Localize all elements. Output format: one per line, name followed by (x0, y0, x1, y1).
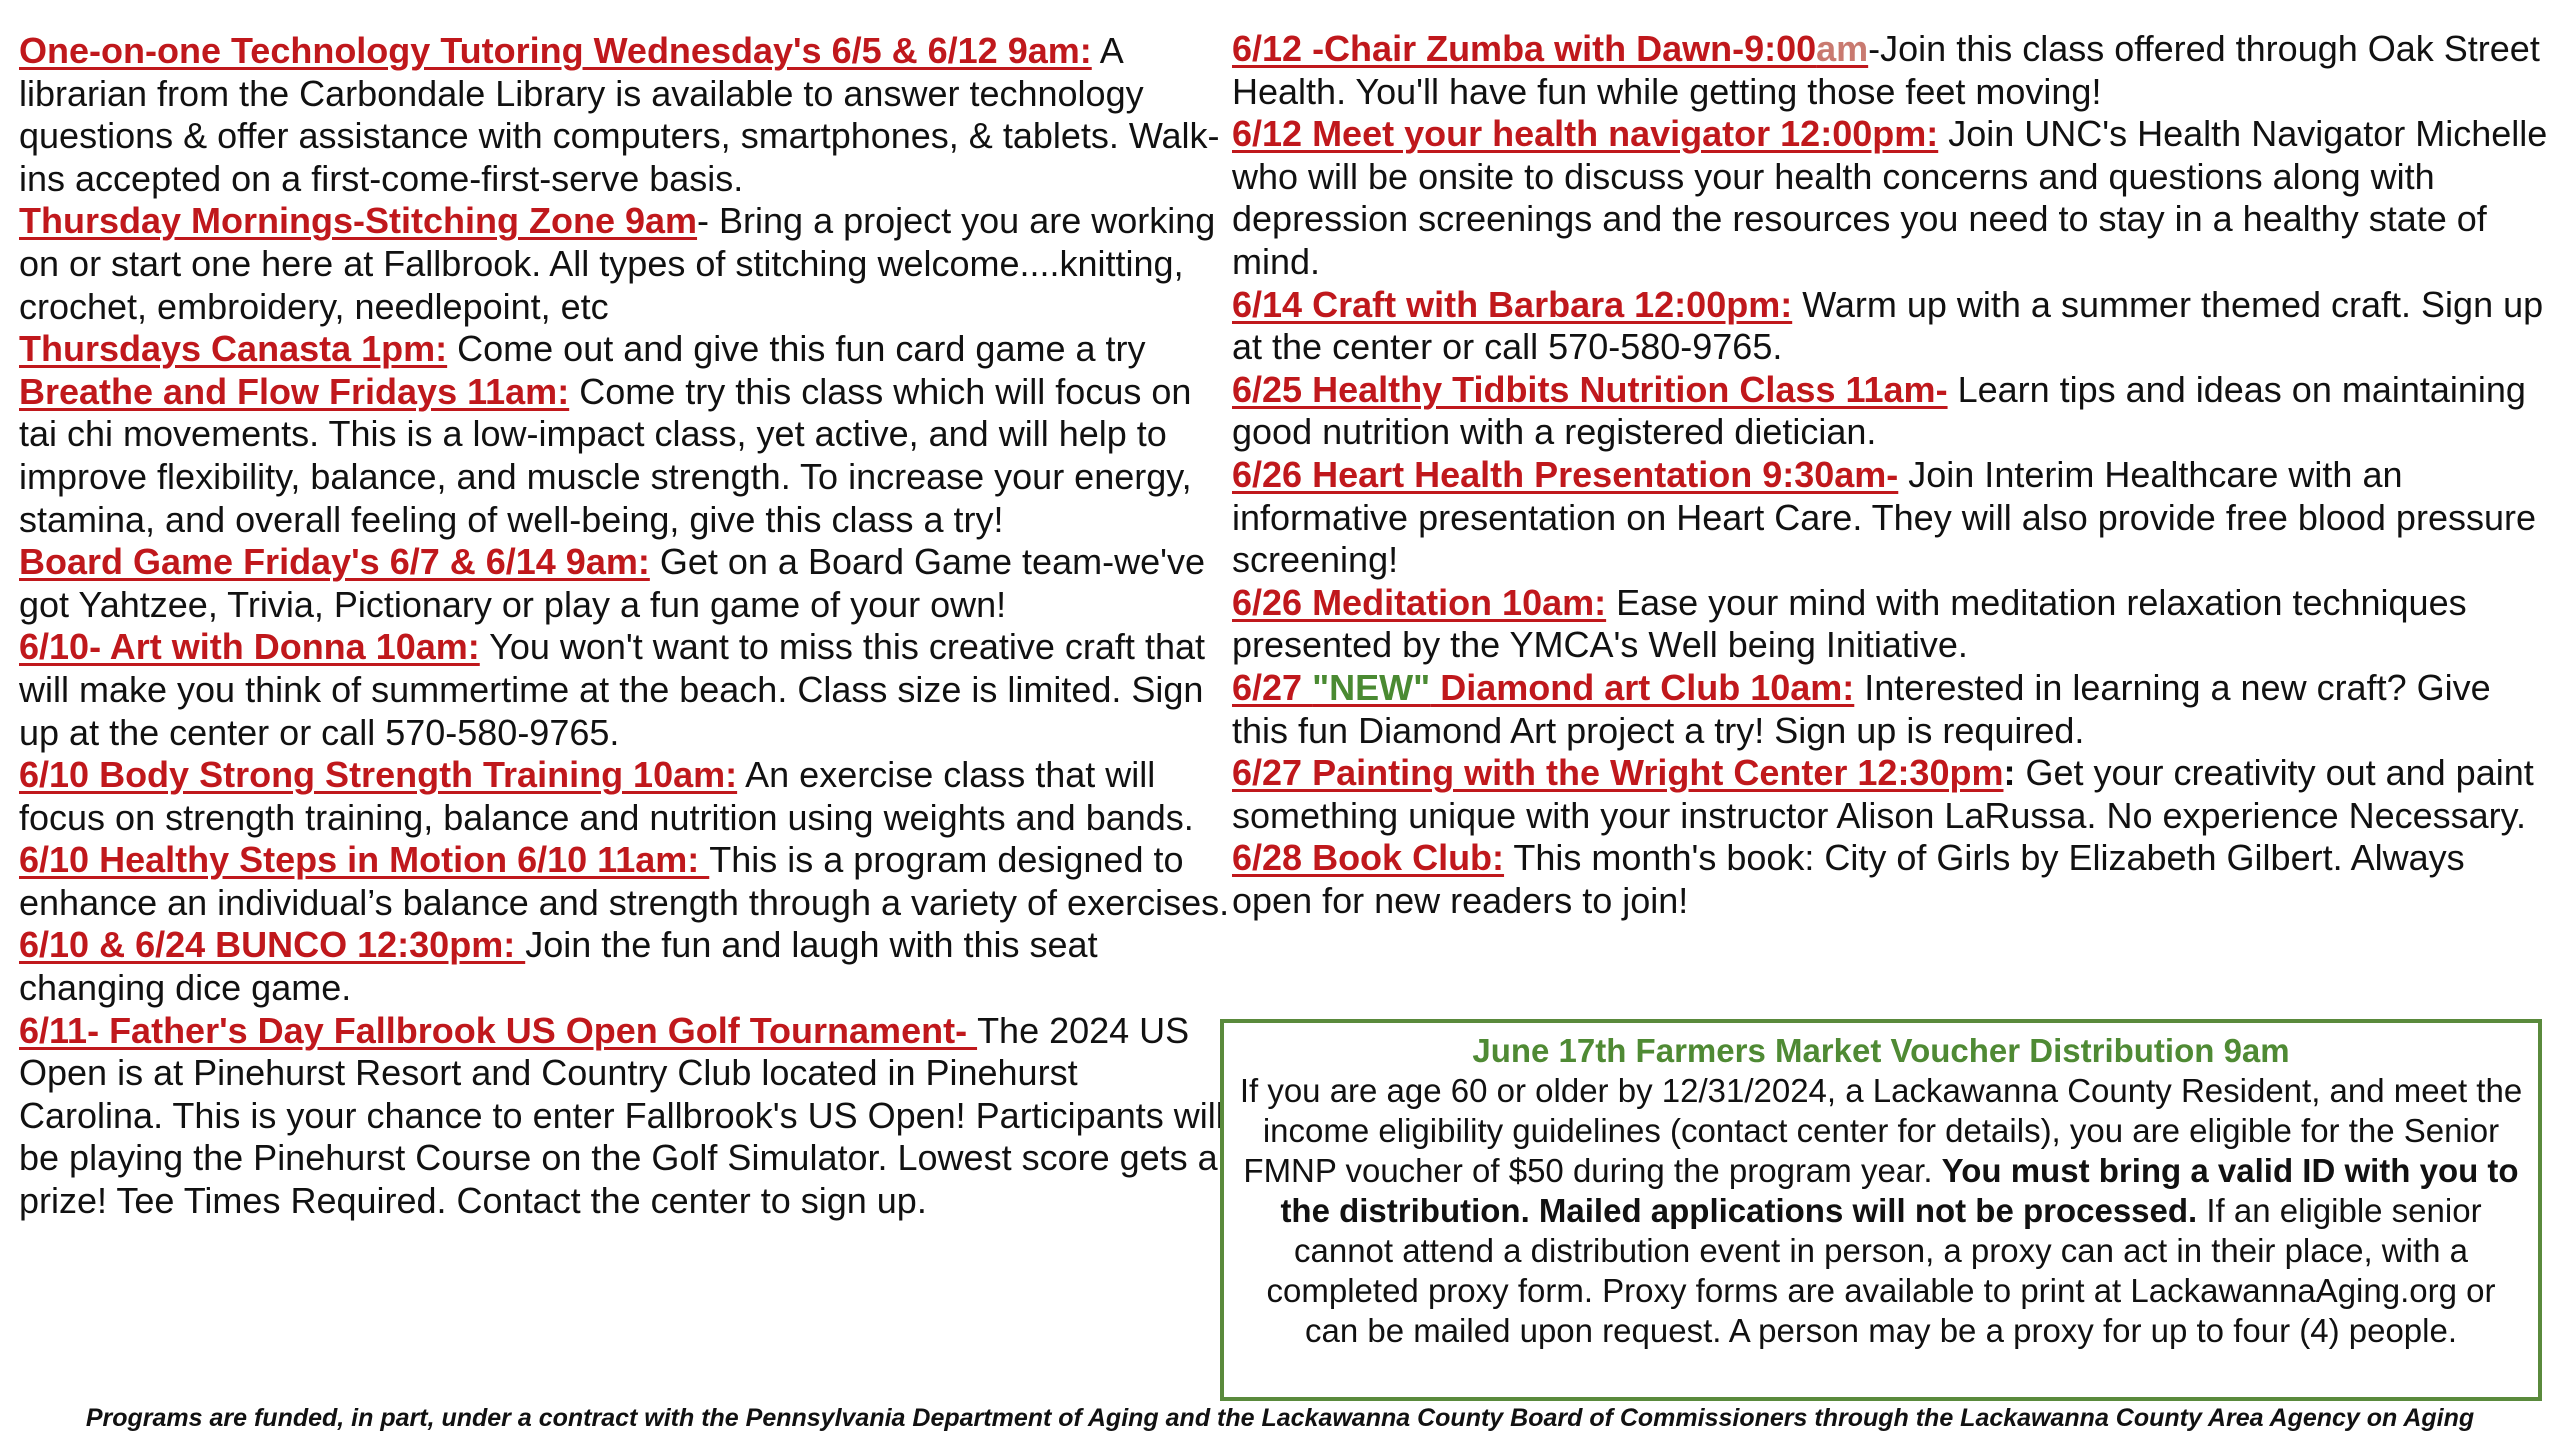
event-description: This is a program designed to enhance an individual’s balance and strength through a variety of exercises. (19, 839, 1230, 923)
event-title: 6/12 Meet your health navigator 12:00pm: (1232, 113, 1939, 155)
event-title-main: 6/12 -Chair Zumba with Dawn-9:00 (1232, 28, 1817, 69)
event-canasta (19, 328, 1231, 371)
event-title: One-on-one Technology Tutoring Wednesday's 6/5 & 6/12 9am: (19, 30, 1092, 71)
event-title-rest: Diamond art Club 10am: (1430, 666, 1855, 708)
event-craft-barbara (1232, 284, 2552, 369)
event-breathe-flow (19, 371, 1231, 541)
event-description: A librarian from the Carbondale Library is available to answer technology questions & offer assistance with computers, smartphones, & tablets. Walk-ins accepted on a first-come-first-serve basis. (19, 30, 1220, 199)
event-title: Thursdays Canasta 1pm: (19, 328, 448, 370)
event-painting (1232, 752, 2552, 837)
event-golf-tournament (19, 1010, 1231, 1223)
event-description: Come out and give this fun card game a try (447, 328, 1146, 370)
event-description: Get your creativity out and paint something unique with your instructor Alison LaRussa. No experience Necessary. (1232, 752, 2534, 836)
event-board-game (19, 541, 1231, 626)
funding-footer: Programs are funded, in part, under a contract with the Pennsylvania Department of Aging and the Lackawanna County Board of Commissioners through the Lackawanna County Area Agency on Aging (85, 1404, 2475, 1432)
event-title-prefix: 6/27 (1232, 666, 1313, 708)
event-health-navigator (1232, 113, 2552, 283)
event-description: An exercise class that will focus on strength training, balance and nutrition using weights and bands. (19, 754, 1194, 838)
farmers-market-voucher-box (1220, 1019, 2542, 1401)
new-badge: "NEW" (1312, 666, 1431, 708)
event-description: - Bring a project you are working on or start one here at Fallbrook. All types of stitching welcome....knitting, crochet, embroidery, needlepoint, etc (19, 200, 1216, 327)
event-description: Join Interim Healthcare with an informative presentation on Heart Care. They will also provide free blood pressure screening! (1232, 453, 2536, 581)
event-description: Get on a Board Game team-we've got Yahtzee, Trivia, Pictionary or play a fun game of your own! (19, 541, 1205, 625)
event-tech-tutoring (19, 30, 1231, 200)
event-description: This month's book: City of Girls by Elizabeth Gilbert. Always open for new readers to join! (1232, 837, 2465, 921)
event-healthy-tidbits (1232, 369, 2552, 454)
event-title: Thursday Mornings-Stitching Zone 9am (19, 200, 698, 242)
voucher-title: June 17th Farmers Market Voucher Distribution 9am (1472, 1032, 2290, 1069)
event-healthy-steps (19, 839, 1231, 924)
event-diamond-art (1232, 667, 2552, 752)
event-description: Warm up with a summer themed craft. Sign up at the center or call 570-580-9765. (1232, 283, 2544, 368)
event-title: Board Game Friday's 6/7 & 6/14 9am: (19, 541, 650, 583)
event-description: Ease your mind with meditation relaxation techniques presented by the YMCA's Well being Initiative. (1232, 581, 2467, 666)
event-description: Come try this class which will focus on tai chi movements. This is a low-impact class, yet active, and will help to improve flexibility, balance, and muscle strength. To increase your energy, stamina, and overall feeling of well-being, give this class a try! (19, 370, 1192, 540)
event-title-colon: : (2003, 752, 2016, 794)
event-description: Join the fun and laugh with this seat changing dice game. (19, 924, 1098, 1009)
event-stitching-zone (19, 200, 1231, 328)
event-description: Interested in learning a new craft? Give this fun Diamond Art project a try! Sign up is required. (1232, 666, 2491, 751)
event-title: 6/26 Heart Health Presentation 9:30am- (1232, 453, 1899, 495)
right-column (1232, 28, 2552, 922)
event-title: 6/28 Book Club: (1232, 837, 1505, 879)
event-bunco (19, 924, 1231, 1009)
left-column (19, 30, 1231, 1223)
event-title: 6/10 & 6/24 BUNCO 12:30pm: (19, 924, 526, 966)
event-heart-health (1232, 454, 2552, 582)
event-title: Breathe and Flow Fridays 11am: (19, 370, 570, 412)
event-description: The 2024 US Open is at Pinehurst Resort and Country Club located in Pinehurst Carolina. This is your chance to enter Fallbrook's US Open! Participants will be playing the Pinehurst Course on the Golf Simulator. Lowest score gets a prize! Tee Times Required. Contact the center to sign up. (19, 1009, 1224, 1222)
event-description: -Join this class offered through Oak Street Health. You'll have fun while getting those feet moving! (1232, 28, 2540, 112)
event-meditation (1232, 582, 2552, 667)
event-title (1232, 667, 1854, 708)
event-title: 6/27 Painting with the Wright Center 12:30pm (1232, 752, 2004, 794)
voucher-text-2: If an eligible senior cannot attend a distribution event in person, a proxy can act in their place, with a completed proxy form. Proxy forms are available to print at LackawannaAging.org or can be mailed upon request. A person may be a proxy for up to four (4) people. (1266, 1192, 2496, 1349)
event-title (1232, 28, 1868, 69)
event-description: Learn tips and ideas on maintaining good nutrition with a registered dietician. (1232, 368, 2526, 453)
event-title: 6/14 Craft with Barbara 12:00pm: (1232, 283, 1793, 325)
event-title: 6/11- Father's Day Fallbrook US Open Golf Tournament- (19, 1009, 978, 1051)
event-title: 6/25 Healthy Tidbits Nutrition Class 11am- (1232, 368, 1948, 410)
event-title: 6/26 Meditation 10am: (1232, 581, 1607, 623)
event-description: Join UNC's Health Navigator Michelle who will be onsite to discuss your health concerns and questions along with depression screenings and the resources you need to stay in a healthy state of mind. (1232, 113, 2548, 282)
event-description: You won't want to miss this creative craft that will make you think of summertime at the beach. Class size is limited. Sign up at the center or call 570-580-9765. (19, 626, 1205, 753)
event-art-donna (19, 626, 1231, 754)
event-title: 6/10- Art with Donna 10am: (19, 626, 480, 668)
event-title-am: am (1816, 28, 1869, 69)
voucher-text-1: If you are age 60 or older by 12/31/2024, a Lackawanna County Resident, and meet the income eligibility guidelines (contact center for details), you are eligible for the Senior FMNP voucher of $50 during the program year. (1239, 1072, 2523, 1189)
event-body-strong (19, 754, 1231, 839)
voucher-text-bold: You must bring a valid ID with you to the distribution. Mailed applications will not be processed. (1280, 1152, 2519, 1229)
event-title: 6/10 Body Strong Strength Training 10am: (19, 754, 738, 796)
event-title: 6/10 Healthy Steps in Motion 6/10 11am: (19, 839, 710, 881)
event-chair-zumba (1232, 28, 2552, 113)
event-book-club (1232, 837, 2552, 922)
voucher-details (1238, 1071, 2524, 1351)
